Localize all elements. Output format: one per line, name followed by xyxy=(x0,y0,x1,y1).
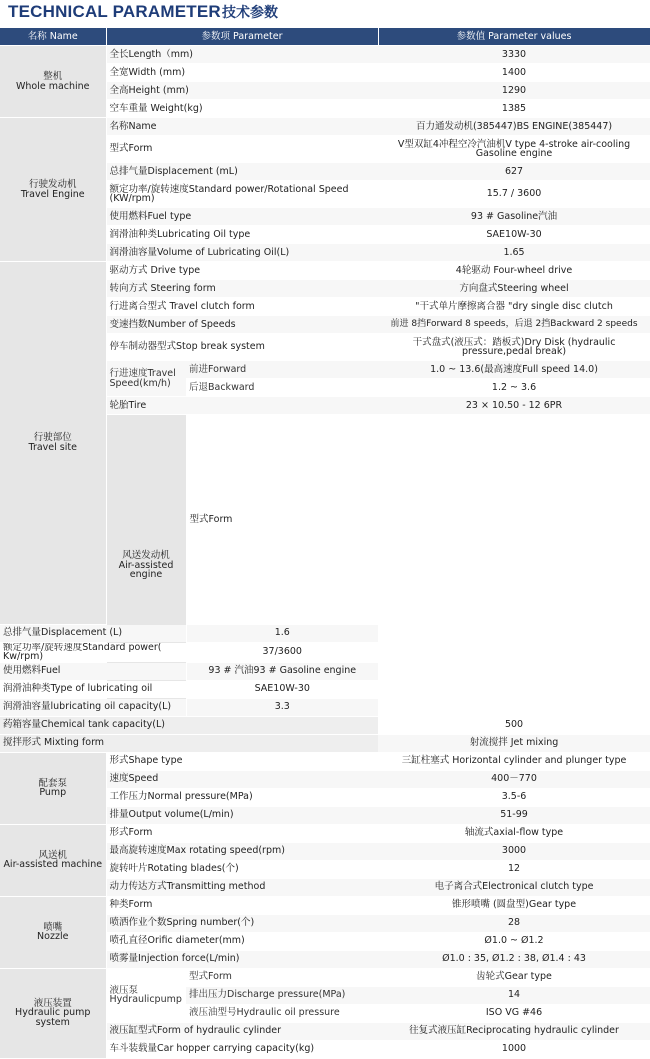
param-value: 627 xyxy=(378,163,650,181)
param-value: 百力通发动机(385447)BS ENGINE(385447) xyxy=(378,118,650,136)
page-title-cn: 技术参数 xyxy=(222,5,278,21)
param-value: 1400 xyxy=(378,64,650,82)
speed-label: 行进速度Travel Speed(km/h) xyxy=(106,361,186,397)
table-row xyxy=(0,46,650,64)
param-label: 名称Name xyxy=(106,118,378,136)
header-values: 参数值 Parameter values xyxy=(378,28,650,46)
param-value: SAE10W-30 xyxy=(186,680,378,698)
param-value: 1.6 xyxy=(186,624,378,642)
param-label: 旋转叶片Rotating blades(个) xyxy=(106,860,378,878)
group-hydraulic: 液压装置 Hydraulic pump system xyxy=(0,968,106,1058)
param-label: 最高旋转速度Max rotating speed(rpm) xyxy=(106,842,378,860)
header-parameter: 参数项 Parameter xyxy=(106,28,378,46)
param-value: 12 xyxy=(378,860,650,878)
param-value: SAE10W-30 xyxy=(378,226,650,244)
param-label: 驱动方式 Drive type xyxy=(106,262,378,280)
table-row xyxy=(0,716,650,734)
param-value: 28 xyxy=(378,914,650,932)
param-label: 形式Form xyxy=(106,824,378,842)
param-value: 3.5-6 xyxy=(378,788,650,806)
param-label: 总排气量Displacement (mL) xyxy=(106,163,378,181)
param-value: 4轮驱动 Four-wheel drive xyxy=(378,262,650,280)
parameter-table xyxy=(0,28,650,1059)
group-air-engine: 风送发动机 Air-assisted engine xyxy=(106,415,186,717)
param-label: 液压油型号Hydraulic oil pressure xyxy=(186,1004,378,1022)
param-value: 93 # Gasoline汽油 xyxy=(378,208,650,226)
param-value: 1385 xyxy=(378,100,650,118)
table-row xyxy=(0,118,650,136)
param-value: Ø1.0 ~ Ø1.2 xyxy=(378,932,650,950)
group-travel-site: 行驶部位 Travel site xyxy=(0,262,106,625)
param-label: 排出压力Discharge pressure(MPa) xyxy=(186,986,378,1004)
param-label: 变速挡数Number of Speeds xyxy=(106,316,378,334)
param-label: 轮胎Tire xyxy=(106,397,378,415)
group-travel-engine: 行驶发动机 Travel Engine xyxy=(0,118,106,262)
chem-tank-value: 500 xyxy=(378,716,650,734)
table-row xyxy=(0,698,650,716)
param-label: 停车制动器型式Stop break system xyxy=(106,334,378,361)
param-label: 喷洒作业个数Spring number(个) xyxy=(106,914,378,932)
header-name: 名称 Name xyxy=(0,28,106,46)
group-nozzle: 喷嘴 Nozzle xyxy=(0,896,106,968)
param-value: 37/3600 xyxy=(186,642,378,662)
param-label: 润滑油容量lubricating oil capacity(L) xyxy=(0,698,186,716)
forward-label: 前进Forward xyxy=(186,361,378,379)
param-label: 喷雾量Injection force(L/min) xyxy=(106,950,378,968)
param-value: V型双缸4冲程空冷汽油机V type 4-stroke air-cooling Gasoline engine xyxy=(378,136,650,163)
param-value: 干式盘式(液压式：踏板式)Dry Disk (hydraulic pressure,pedal break) xyxy=(378,334,650,361)
param-label: 全宽Width (mm) xyxy=(106,64,378,82)
param-value: 往复式液压缸Reciprocating hydraulic cylinder xyxy=(378,1022,650,1040)
param-value: 14 xyxy=(378,986,650,1004)
param-value: ISO VG #46 xyxy=(378,1004,650,1022)
param-label: 形式Shape type xyxy=(106,752,378,770)
param-label: 液压缸型式Form of hydraulic cylinder xyxy=(106,1022,378,1040)
param-label: 润滑油种类Lubricating Oil type xyxy=(106,226,378,244)
param-value: 方向盘式Steering wheel xyxy=(378,280,650,298)
param-label: 使用燃料Fuel xyxy=(0,662,186,680)
param-value: 23 × 10.50 - 12 6PR xyxy=(378,397,650,415)
param-value: 3.3 xyxy=(186,698,378,716)
param-value: 三缸柱塞式 Horizontal cylinder and plunger type xyxy=(378,752,650,770)
forward-value: 1.0 ~ 13.6(最高速度Full speed 14.0) xyxy=(378,361,650,379)
param-label: 使用燃料Fuel type xyxy=(106,208,378,226)
group-air-machine: 风送机 Air-assisted machine xyxy=(0,824,106,896)
param-label: 动力传达方式Transmitting method xyxy=(106,878,378,896)
param-label: 速度Speed xyxy=(106,770,378,788)
param-value: 锥形喷嘴 (圆盘型)Gear type xyxy=(378,896,650,914)
hydraulic-pump-label: 液压泵 Hydraulicpump xyxy=(106,968,186,1022)
param-label: 型式Form xyxy=(106,136,378,163)
param-value: Ø1.0 : 35, Ø1.2 : 38, Ø1.4 : 43 xyxy=(378,950,650,968)
param-label: 型式Form xyxy=(186,415,650,625)
page-header xyxy=(0,0,650,27)
param-value: 15.7 / 3600 xyxy=(378,181,650,208)
param-label: 额定功率/旋转速度Standard power( Kw/rpm) xyxy=(0,642,186,662)
param-value: 3330 xyxy=(378,46,650,64)
table-row xyxy=(0,752,650,770)
param-label: 车斗装载量Car hopper carrying capacity(kg) xyxy=(106,1040,378,1058)
table-header xyxy=(0,28,650,46)
chem-tank-label: 药箱容量Chemical tank capacity(L) xyxy=(0,716,378,734)
param-label: 润滑油容量Volume of Lubricating Oil(L) xyxy=(106,244,378,262)
backward-label: 后退Backward xyxy=(186,379,378,397)
group-pump: 配套泵 Pump xyxy=(0,752,106,824)
mixing-value: 射流搅拌 Jet mixing xyxy=(378,734,650,752)
param-value: "干式单片摩擦离合器 "dry single disc clutch xyxy=(378,298,650,316)
param-value: 400－770 xyxy=(378,770,650,788)
param-label: 种类Form xyxy=(106,896,378,914)
param-value: 前进 8挡Forward 8 speeds，后退 2挡Backward 2 speeds xyxy=(378,316,650,334)
param-label: 排量Output volume(L/min) xyxy=(106,806,378,824)
table-row xyxy=(0,642,650,662)
param-label: 转向方式 Steering form xyxy=(106,280,378,298)
param-label: 空车重量 Weight(kg) xyxy=(106,100,378,118)
table-row xyxy=(0,824,650,842)
param-value: 51-99 xyxy=(378,806,650,824)
group-whole-machine: 整机 Whole machine xyxy=(0,46,106,118)
table-row xyxy=(0,624,650,642)
param-label: 工作压力Normal pressure(MPa) xyxy=(106,788,378,806)
table-row xyxy=(0,734,650,752)
param-label: 行进离合型式 Travel clutch form xyxy=(106,298,378,316)
param-label: 喷孔直径Orific diameter(mm) xyxy=(106,932,378,950)
table-row xyxy=(0,662,650,680)
backward-value: 1.2 ~ 3.6 xyxy=(378,379,650,397)
param-value: 1290 xyxy=(378,82,650,100)
param-label: 润滑油种类Type of lubricating oil xyxy=(0,680,186,698)
param-value: 轴流式axial-flow type xyxy=(378,824,650,842)
param-value: 电子离合式Electronical clutch type xyxy=(378,878,650,896)
param-value: 3000 xyxy=(378,842,650,860)
table-row xyxy=(0,680,650,698)
param-label: 额定功率/旋转速度Standard power/Rotational Speed (KW/rpm) xyxy=(106,181,378,208)
param-label: 总排气量Displacement (L) xyxy=(0,624,186,642)
table-row xyxy=(0,262,650,280)
table-row xyxy=(0,968,650,986)
param-value: 1.65 xyxy=(378,244,650,262)
param-value: 齿轮式Gear type xyxy=(378,968,650,986)
page-title: TECHNICAL PARAMETER xyxy=(8,2,221,21)
param-value: 1000 xyxy=(378,1040,650,1058)
mixing-label: 搅拌形式 Mixting form xyxy=(0,734,378,752)
table-row xyxy=(0,896,650,914)
param-label: 全长Length（mm) xyxy=(106,46,378,64)
param-value: 93 # 汽油93 # Gasoline engine xyxy=(186,662,378,680)
param-label: 全高Height (mm) xyxy=(106,82,378,100)
param-label: 型式Form xyxy=(186,968,378,986)
